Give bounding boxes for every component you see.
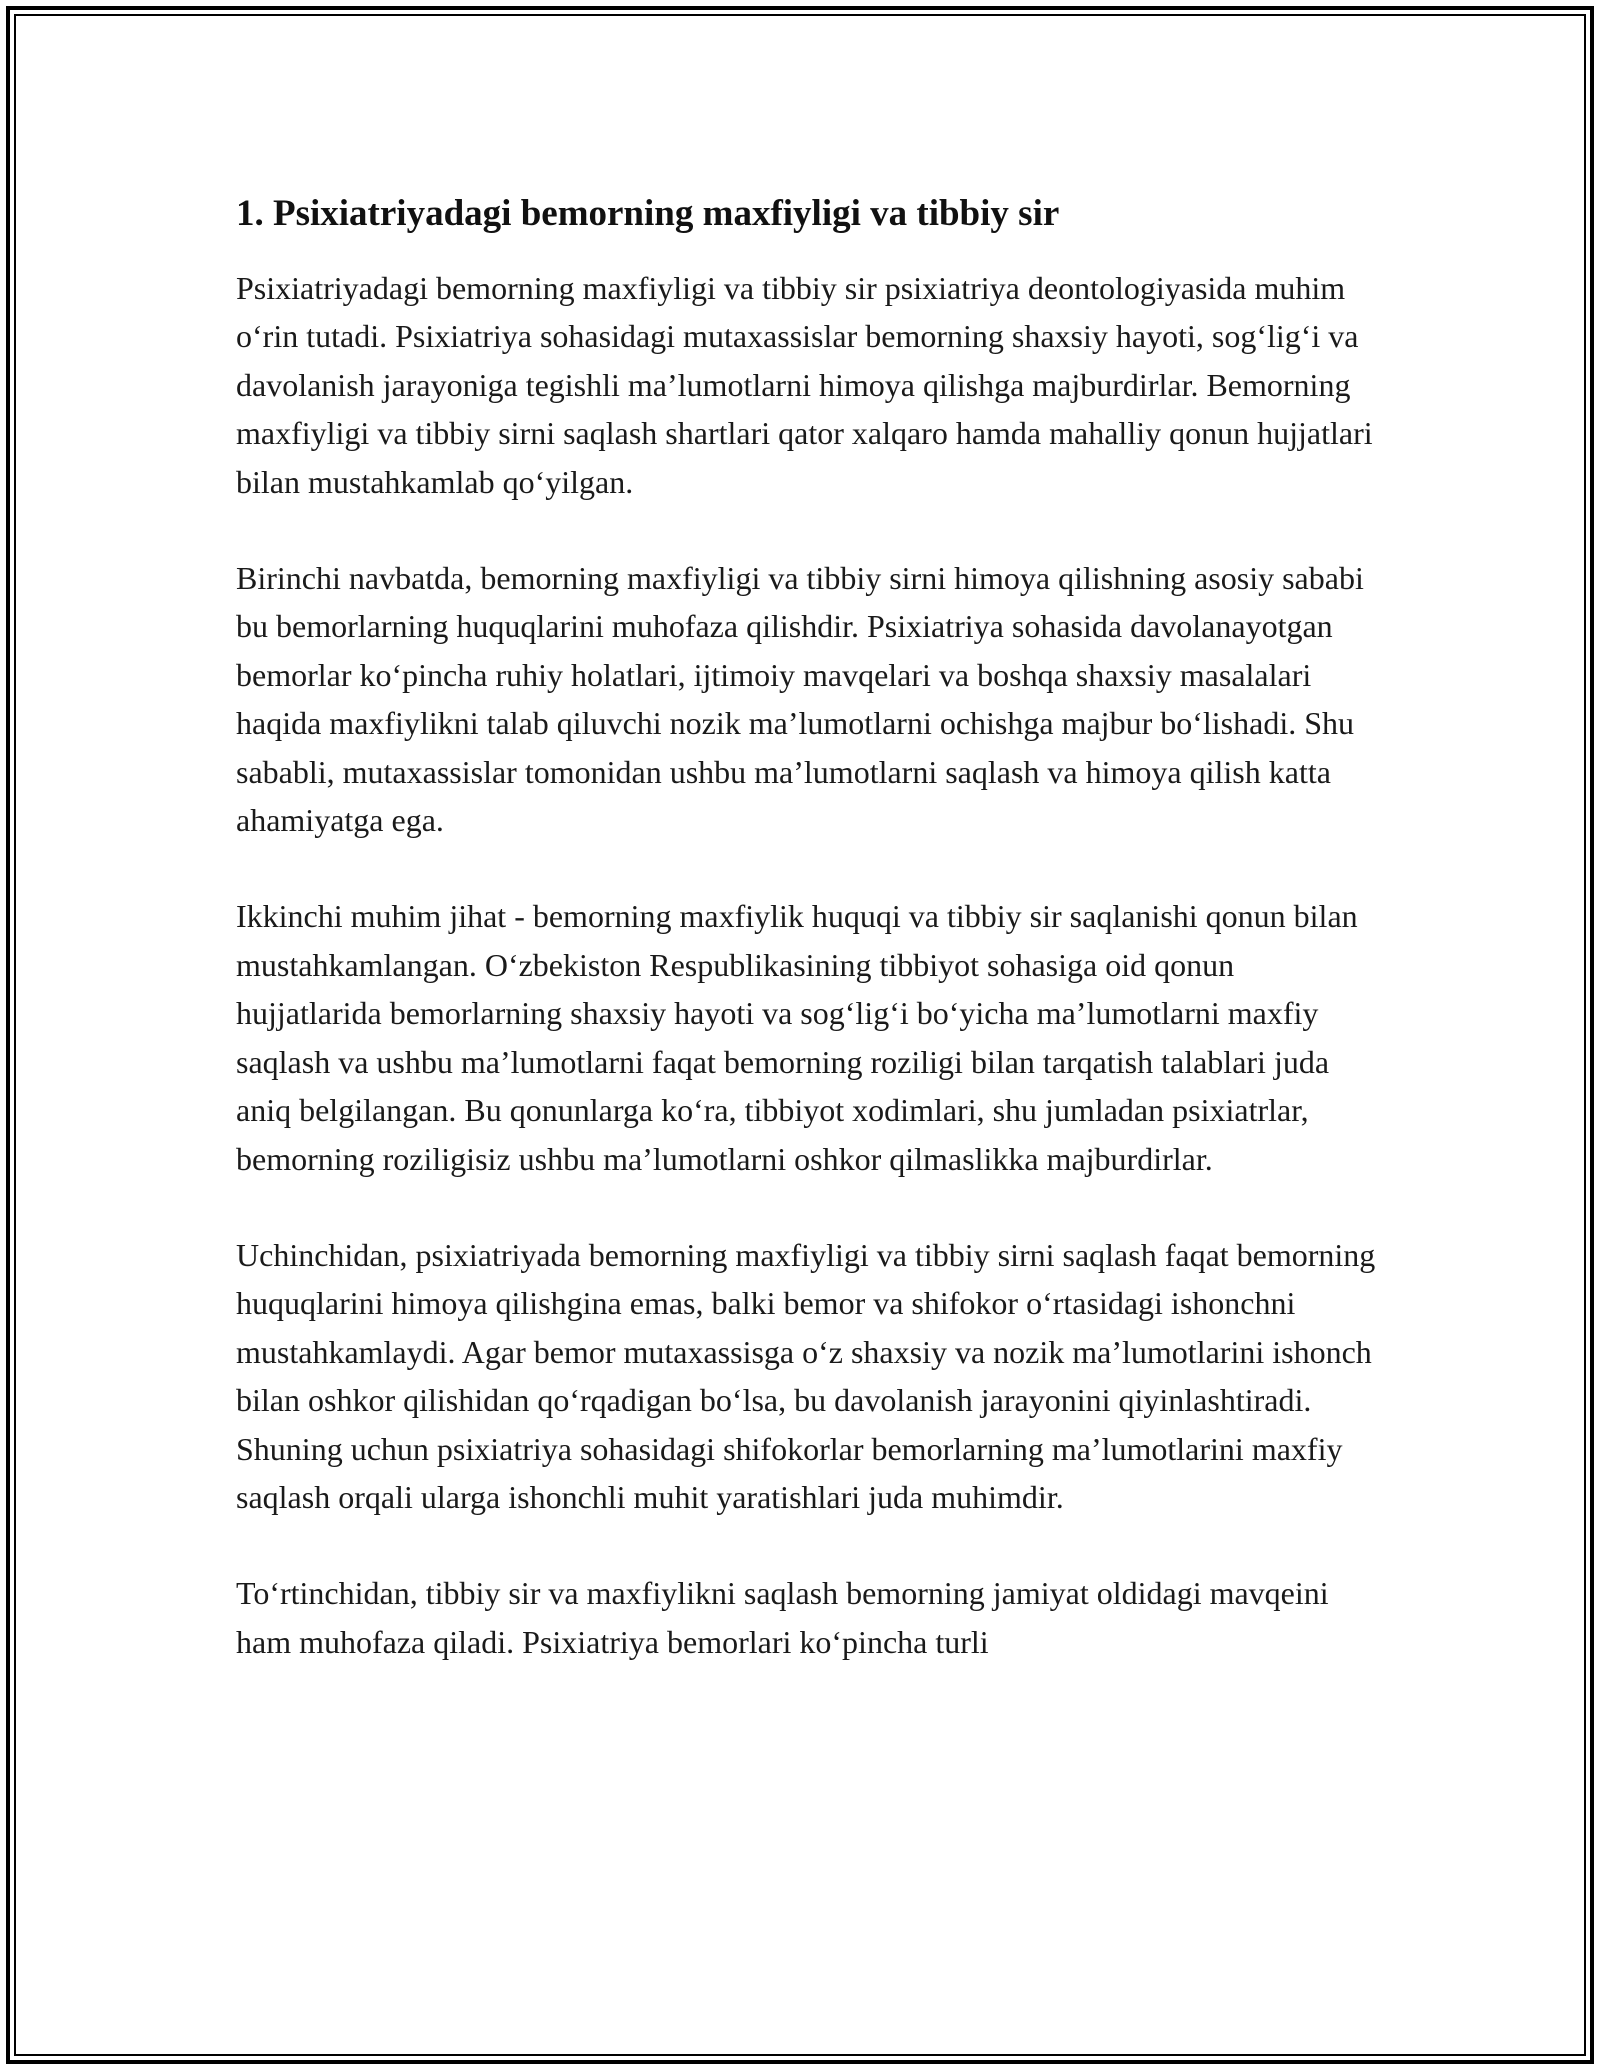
paragraph-intro: Psixiatriyadagi bemorning maxfiyligi va tibbiy sir psixiatriya deontologiyasida muhim o‘rin tutadi. Psixiatriya sohasidagi mutaxassislar bemorning shaxsiy hayoti, sog‘lig‘i va davolanish jarayoniga tegishli ma’lumotlarni himoya qilishga majburdirlar. Bemorning maxfiyligi va tibbiy sirni saqlash shartlari qator xalqaro hamda mahalliy qonun hujjatlari bilan mustahkamlab qo‘yilgan. [236, 270, 1373, 500]
paragraph-third-point: Uchinchidan, psixiatriyada bemorning maxfiyligi va tibbiy sirni saqlash faqat bemorning huquqlarini himoya qilishgina emas, balki bemor va shifokor o‘rtasidagi ishonchni mustahkamlaydi. Agar bemor mutaxassisga o‘z shaxsiy va nozik ma’lumotlarini ishonch bilan oshkor qilishidan qo‘rqadigan bo‘lsa, bu davolanish jarayonini qiyinlashtiradi. Shuning uchun psixiatriya sohasidagi shifokorlar bemorlarning ma’lumotlarini maxfiy saqlash orqali ularga ishonchli muhit yaratishlari juda muhimdir. [236, 1236, 1376, 1515]
document-body [236, 188, 1376, 1666]
paragraph-fourth-point: To‘rtinchidan, tibbiy sir va maxfiylikni saqlash bemorning jamiyat oldidagi mavqeini ham muhofaza qiladi. Psixiatriya bemorlari ko‘pincha turli [236, 1575, 1329, 1660]
section-heading: 1. Psixiatriyadagi bemorning maxfiyligi va tibbiy sir [236, 193, 1060, 234]
paragraph-first-point: Birinchi navbatda, bemorning maxfiyligi va tibbiy sirni himoya qilishning asosiy sababi bu bemorlarning huquqlarini muhofaza qilishdir. Psixiatriya sohasida davolanayotgan bemorlar ko‘pincha ruhiy holatlari, ijtimoiy mavqelari va boshqa shaxsiy masalalari haqida maxfiylikni talab qiluvchi nozik ma’lumotlarni ochishga majbur bo‘lishadi. Shu sababli, mutaxassislar tomonidan ushbu ma’lumotlarni saqlash va himoya qilish katta ahamiyatga ega. [236, 560, 1364, 839]
paragraph-second-point: Ikkinchi muhim jihat - bemorning maxfiylik huquqi va tibbiy sir saqlanishi qonun bilan mustahkamlangan. O‘zbekiston Respublikasining tibbiyot sohasiga oid qonun hujjatlarida bemorlarning shaxsiy hayoti va sog‘lig‘i bo‘yicha ma’lumotlarni maxfiy saqlash va ushbu ma’lumotlarni faqat bemorning roziligi bilan tarqatish talablari juda aniq belgilangan. Bu qonunlarga ko‘ra, tibbiyot xodimlari, shu jumladan psixiatrlar, bemorning roziligisiz ushbu ma’lumotlarni oshkor qilmaslikka majburdirlar. [236, 898, 1358, 1177]
